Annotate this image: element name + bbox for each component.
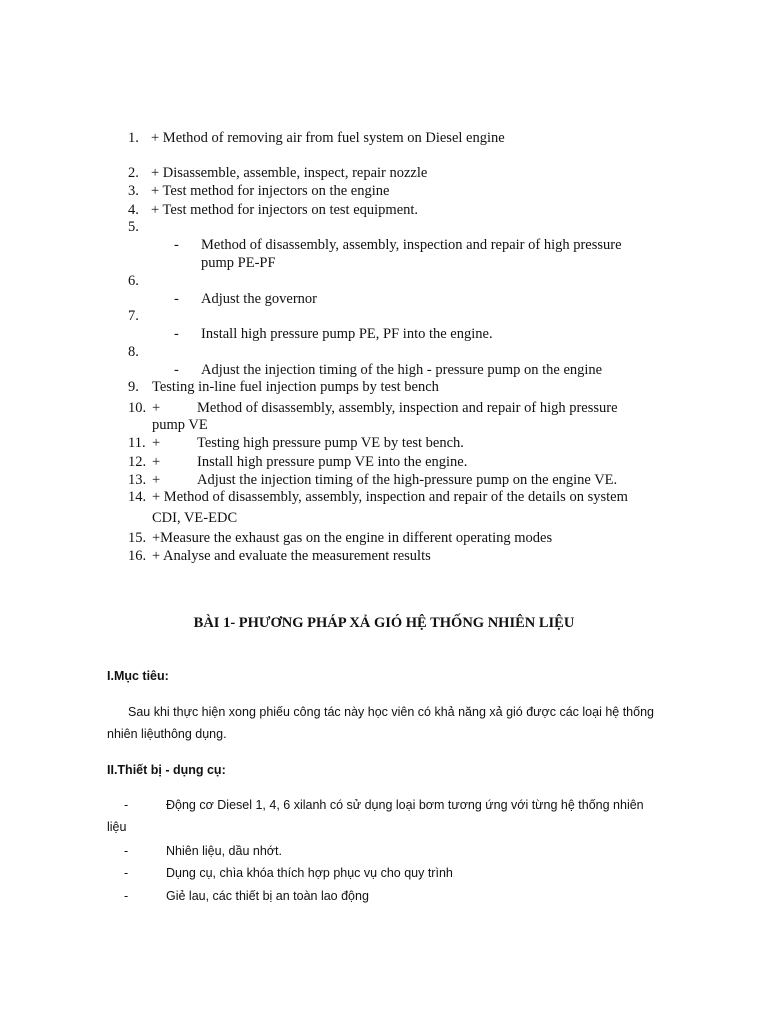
list-item-text: pump VE [152, 417, 208, 433]
equipment-item: Nhiên liệu, dầu nhớt. [166, 844, 282, 858]
list-number: 13. [128, 472, 147, 488]
equipment-dash: - [124, 844, 129, 858]
list-dash: - [174, 291, 179, 307]
list-number: 7. [128, 308, 139, 324]
list-number: 12. [128, 454, 147, 470]
list-item-text: + Disassemble, assemble, inspect, repair nozzle [151, 165, 428, 181]
list-item-text: Testing in-line fuel injection pumps by test bench [152, 379, 439, 395]
equipment-dash: - [124, 889, 129, 903]
list-item-text: + Test method for injectors on test equipment. [151, 202, 419, 218]
list-number: 11. [128, 435, 146, 451]
objectives-text: Sau khi thực hiện xong phiếu công tác này học viên có khả năng xả gió được các loại hệ thống [128, 705, 654, 719]
list-item-text: +Measure the exhaust gas on the engine in different operating modes [152, 530, 553, 546]
list-item-text: Install high pressure pump PE, PF into the engine. [201, 326, 493, 342]
list-item-text: Method of disassembly, assembly, inspection and repair of high pressure [197, 400, 618, 416]
list-item-text: Testing high pressure pump VE by test bench. [197, 435, 464, 451]
list-item-text: + Method of disassembly, assembly, inspection and repair of the details on system [152, 489, 628, 505]
list-number: 4. [128, 202, 139, 218]
list-plus: + [152, 472, 161, 488]
equipment-item: Dụng cụ, chìa khóa thích hợp phục vụ cho quy trình [166, 866, 453, 880]
list-item-text: Adjust the injection timing of the high-pressure pump on the engine VE. [197, 472, 618, 488]
equipment-item: Giẻ lau, các thiết bị an toàn lao động [166, 889, 369, 903]
list-plus: + [152, 400, 161, 416]
list-number: 16. [128, 548, 147, 564]
list-item-text: pump PE-PF [201, 255, 276, 271]
equipment-dash: - [124, 866, 129, 880]
list-number: 14. [128, 489, 147, 505]
equipment-heading: II.Thiết bị - dụng cụ: [107, 763, 226, 777]
list-number: 9. [128, 379, 139, 395]
list-number: 1. [128, 130, 139, 146]
list-dash: - [174, 362, 179, 378]
list-number: 8. [128, 344, 139, 360]
lesson-title: BÀI 1- PHƯƠNG PHÁP XẢ GIÓ HỆ THỐNG NHIÊN LIỆU [193, 615, 575, 631]
equipment-item: Động cơ Diesel 1, 4, 6 xilanh có sử dụng loại bơm tương ứng với từng hệ thống nhiên [166, 798, 644, 812]
list-number: 10. [128, 400, 147, 416]
list-dash: - [174, 237, 179, 253]
list-number: 15. [128, 530, 147, 546]
list-dash: - [174, 326, 179, 342]
list-item-text: Adjust the governor [201, 291, 317, 307]
list-item-text: CDI, VE-EDC [152, 510, 238, 526]
objectives-text: nhiên liệuthông dụng. [107, 727, 227, 741]
list-number: 5. [128, 219, 139, 235]
list-plus: + [152, 454, 161, 470]
list-number: 6. [128, 273, 139, 289]
list-item-text: Install high pressure pump VE into the engine. [197, 454, 468, 470]
list-plus: + [152, 435, 161, 451]
equipment-item: liệu [107, 820, 127, 834]
list-number: 3. [128, 183, 139, 199]
equipment-dash: - [124, 798, 129, 812]
list-item-text: Method of disassembly, assembly, inspection and repair of high pressure [201, 237, 622, 253]
list-item-text: + Test method for injectors on the engine [151, 183, 390, 199]
list-item-text: Adjust the injection timing of the high - pressure pump on the engine [201, 362, 603, 378]
objectives-heading: I.Mục tiêu: [107, 669, 169, 683]
list-item-text: + Method of removing air from fuel system on Diesel engine [151, 130, 505, 146]
list-number: 2. [128, 165, 139, 181]
list-item-text: + Analyse and evaluate the measurement results [152, 548, 431, 564]
